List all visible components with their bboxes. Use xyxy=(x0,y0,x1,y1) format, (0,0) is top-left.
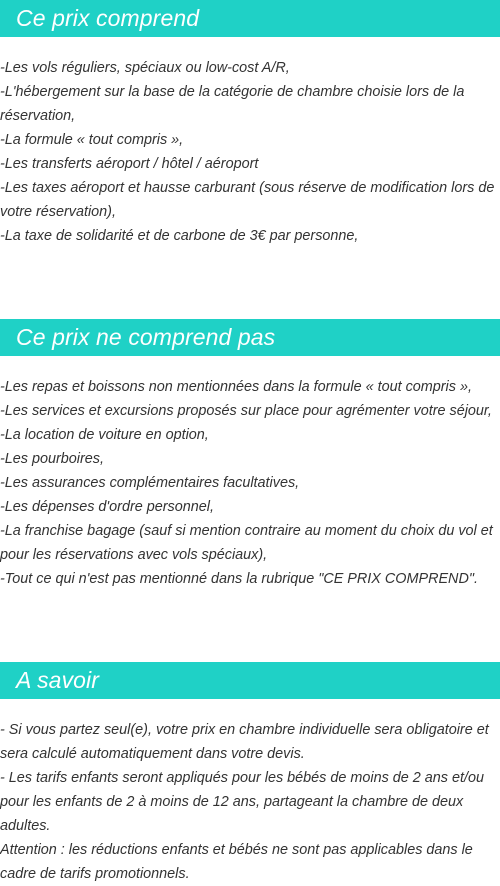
section-not-included xyxy=(0,319,500,591)
list-item: -La franchise bagage (sauf si mention contraire au moment du choix du vol et pour les réservations avec vols spéciaux), xyxy=(0,523,493,563)
list-item: -Les services et excursions proposés sur place pour agrémenter votre séjour, xyxy=(0,403,492,419)
section-title: Ce prix ne comprend pas xyxy=(16,324,276,350)
list-item: -La taxe de solidarité et de carbone de 3€ par personne, xyxy=(0,228,359,244)
section-header xyxy=(0,662,500,699)
not-included-list xyxy=(0,375,500,591)
section-title: Ce prix comprend xyxy=(16,5,200,31)
list-item: -Les taxes aéroport et hausse carburant (sous réserve de modification lors de votre réservation), xyxy=(0,180,495,220)
list-item: -Tout ce qui n'est pas mentionné dans la rubrique "CE PRIX COMPREND". xyxy=(0,571,478,587)
list-item: -Les transferts aéroport / hôtel / aéroport xyxy=(0,156,259,172)
list-item: -Les vols réguliers, spéciaux ou low-cost A/R, xyxy=(0,60,290,76)
list-item: -Les pourboires, xyxy=(0,451,104,467)
section-title: A savoir xyxy=(16,667,100,693)
list-item: -Les repas et boissons non mentionnées dans la formule « tout compris », xyxy=(0,379,472,395)
list-item: -L'hébergement sur la base de la catégorie de chambre choisie lors de la réservation, xyxy=(0,84,465,124)
good-to-know-list xyxy=(0,718,500,886)
list-item: Attention : les réductions enfants et bébés ne sont pas applicables dans le cadre de tarifs promotionnels. xyxy=(0,842,473,882)
list-item: -La formule « tout compris », xyxy=(0,132,184,148)
included-list xyxy=(0,56,500,248)
list-item: -La location de voiture en option, xyxy=(0,427,209,443)
list-item: -Les dépenses d'ordre personnel, xyxy=(0,499,214,515)
section-included xyxy=(0,0,500,248)
list-item: -Les assurances complémentaires facultatives, xyxy=(0,475,300,491)
list-item: - Si vous partez seul(e), votre prix en chambre individuelle sera obligatoire et sera calculé automatiquement dans votre devis. xyxy=(0,722,489,762)
list-item: - Les tarifs enfants seront appliqués pour les bébés de moins de 2 ans et/ou pour les enfants de 2 à moins de 12 ans, partageant la chambre de deux adultes. xyxy=(0,770,484,834)
section-good-to-know xyxy=(0,662,500,886)
section-header xyxy=(0,0,500,37)
section-header xyxy=(0,319,500,356)
